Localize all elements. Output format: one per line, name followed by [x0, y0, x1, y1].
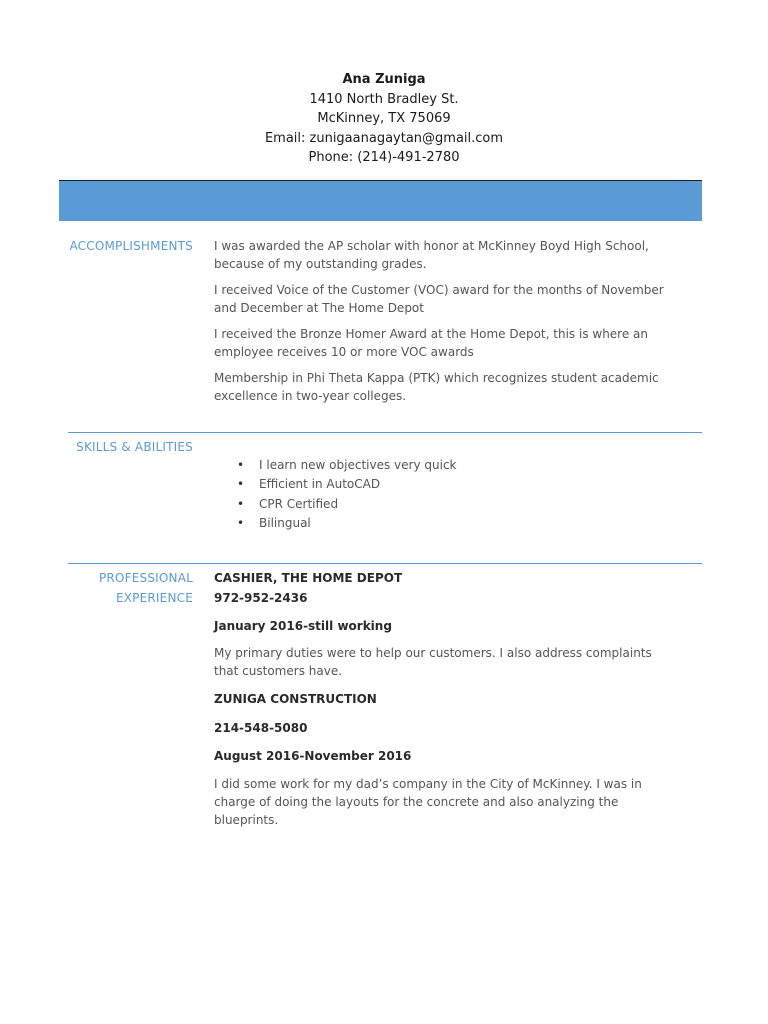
accomplishment-item: Membership in Phi Theta Kappa (PTK) which recognizes student academic excellence in two-year colleges. [214, 371, 659, 403]
accomplishments-section [68, 236, 702, 416]
address-line-2: McKinney, TX 75069 [317, 111, 451, 126]
accomplishments-list [214, 237, 664, 413]
skills-section [68, 437, 702, 547]
section-divider [68, 563, 702, 564]
experience-list [214, 568, 674, 829]
job-dates: August 2016-November 2016 [214, 749, 412, 763]
header-banner [59, 181, 702, 221]
skill-item: • I learn new objectives very quick [259, 456, 664, 475]
experience-heading [68, 568, 193, 608]
job-title: ZUNIGA CONSTRUCTION [214, 692, 377, 706]
experience-heading-line-2: EXPERIENCE [115, 591, 193, 605]
experience-section [68, 568, 702, 828]
job-description: My primary duties were to help our customers. I also address complaints that customers have. [214, 646, 652, 678]
job-title: CASHIER, THE HOME DEPOT [214, 571, 403, 585]
skills-heading: SKILLS & ABILITIES [76, 440, 193, 454]
job-phone: 214-548-5080 [214, 721, 308, 735]
skill-item: • Efficient in AutoCAD [259, 475, 664, 494]
phone-line: Phone: (214)-491-2780 [308, 150, 460, 165]
applicant-name: Ana Zuniga [342, 72, 426, 87]
accomplishment-item: I received the Bronze Homer Award at the Home Depot, this is where an employee receives 10 or more VOC awards [214, 327, 649, 359]
job-dates: January 2016-still working [214, 619, 392, 633]
accomplishment-item: I was awarded the AP scholar with honor at McKinney Boyd High School, because of my outstanding grades. [214, 239, 649, 271]
address-line-1: 1410 North Bradley St. [309, 91, 459, 107]
contact-header [0, 70, 768, 168]
skill-item: • Bilingual [259, 514, 664, 533]
email-line: Email: zunigaanagaytan@gmail.com [264, 130, 504, 146]
skills-list [214, 456, 664, 533]
accomplishment-item: I received Voice of the Customer (VOC) award for the months of November and December at The Home Depot [214, 283, 664, 315]
section-divider [68, 432, 702, 433]
job-description: I did some work for my dad’s company in the City of McKinney. I was in charge of doing the layouts for the concrete and also analyzing the blueprints. [214, 777, 642, 827]
skill-item: • CPR Certified [259, 495, 664, 514]
job-phone: 972-952-2436 [214, 591, 308, 605]
accomplishments-heading: ACCOMPLISHMENTS [69, 239, 193, 253]
experience-heading-line-1: PROFESSIONAL [99, 571, 193, 585]
